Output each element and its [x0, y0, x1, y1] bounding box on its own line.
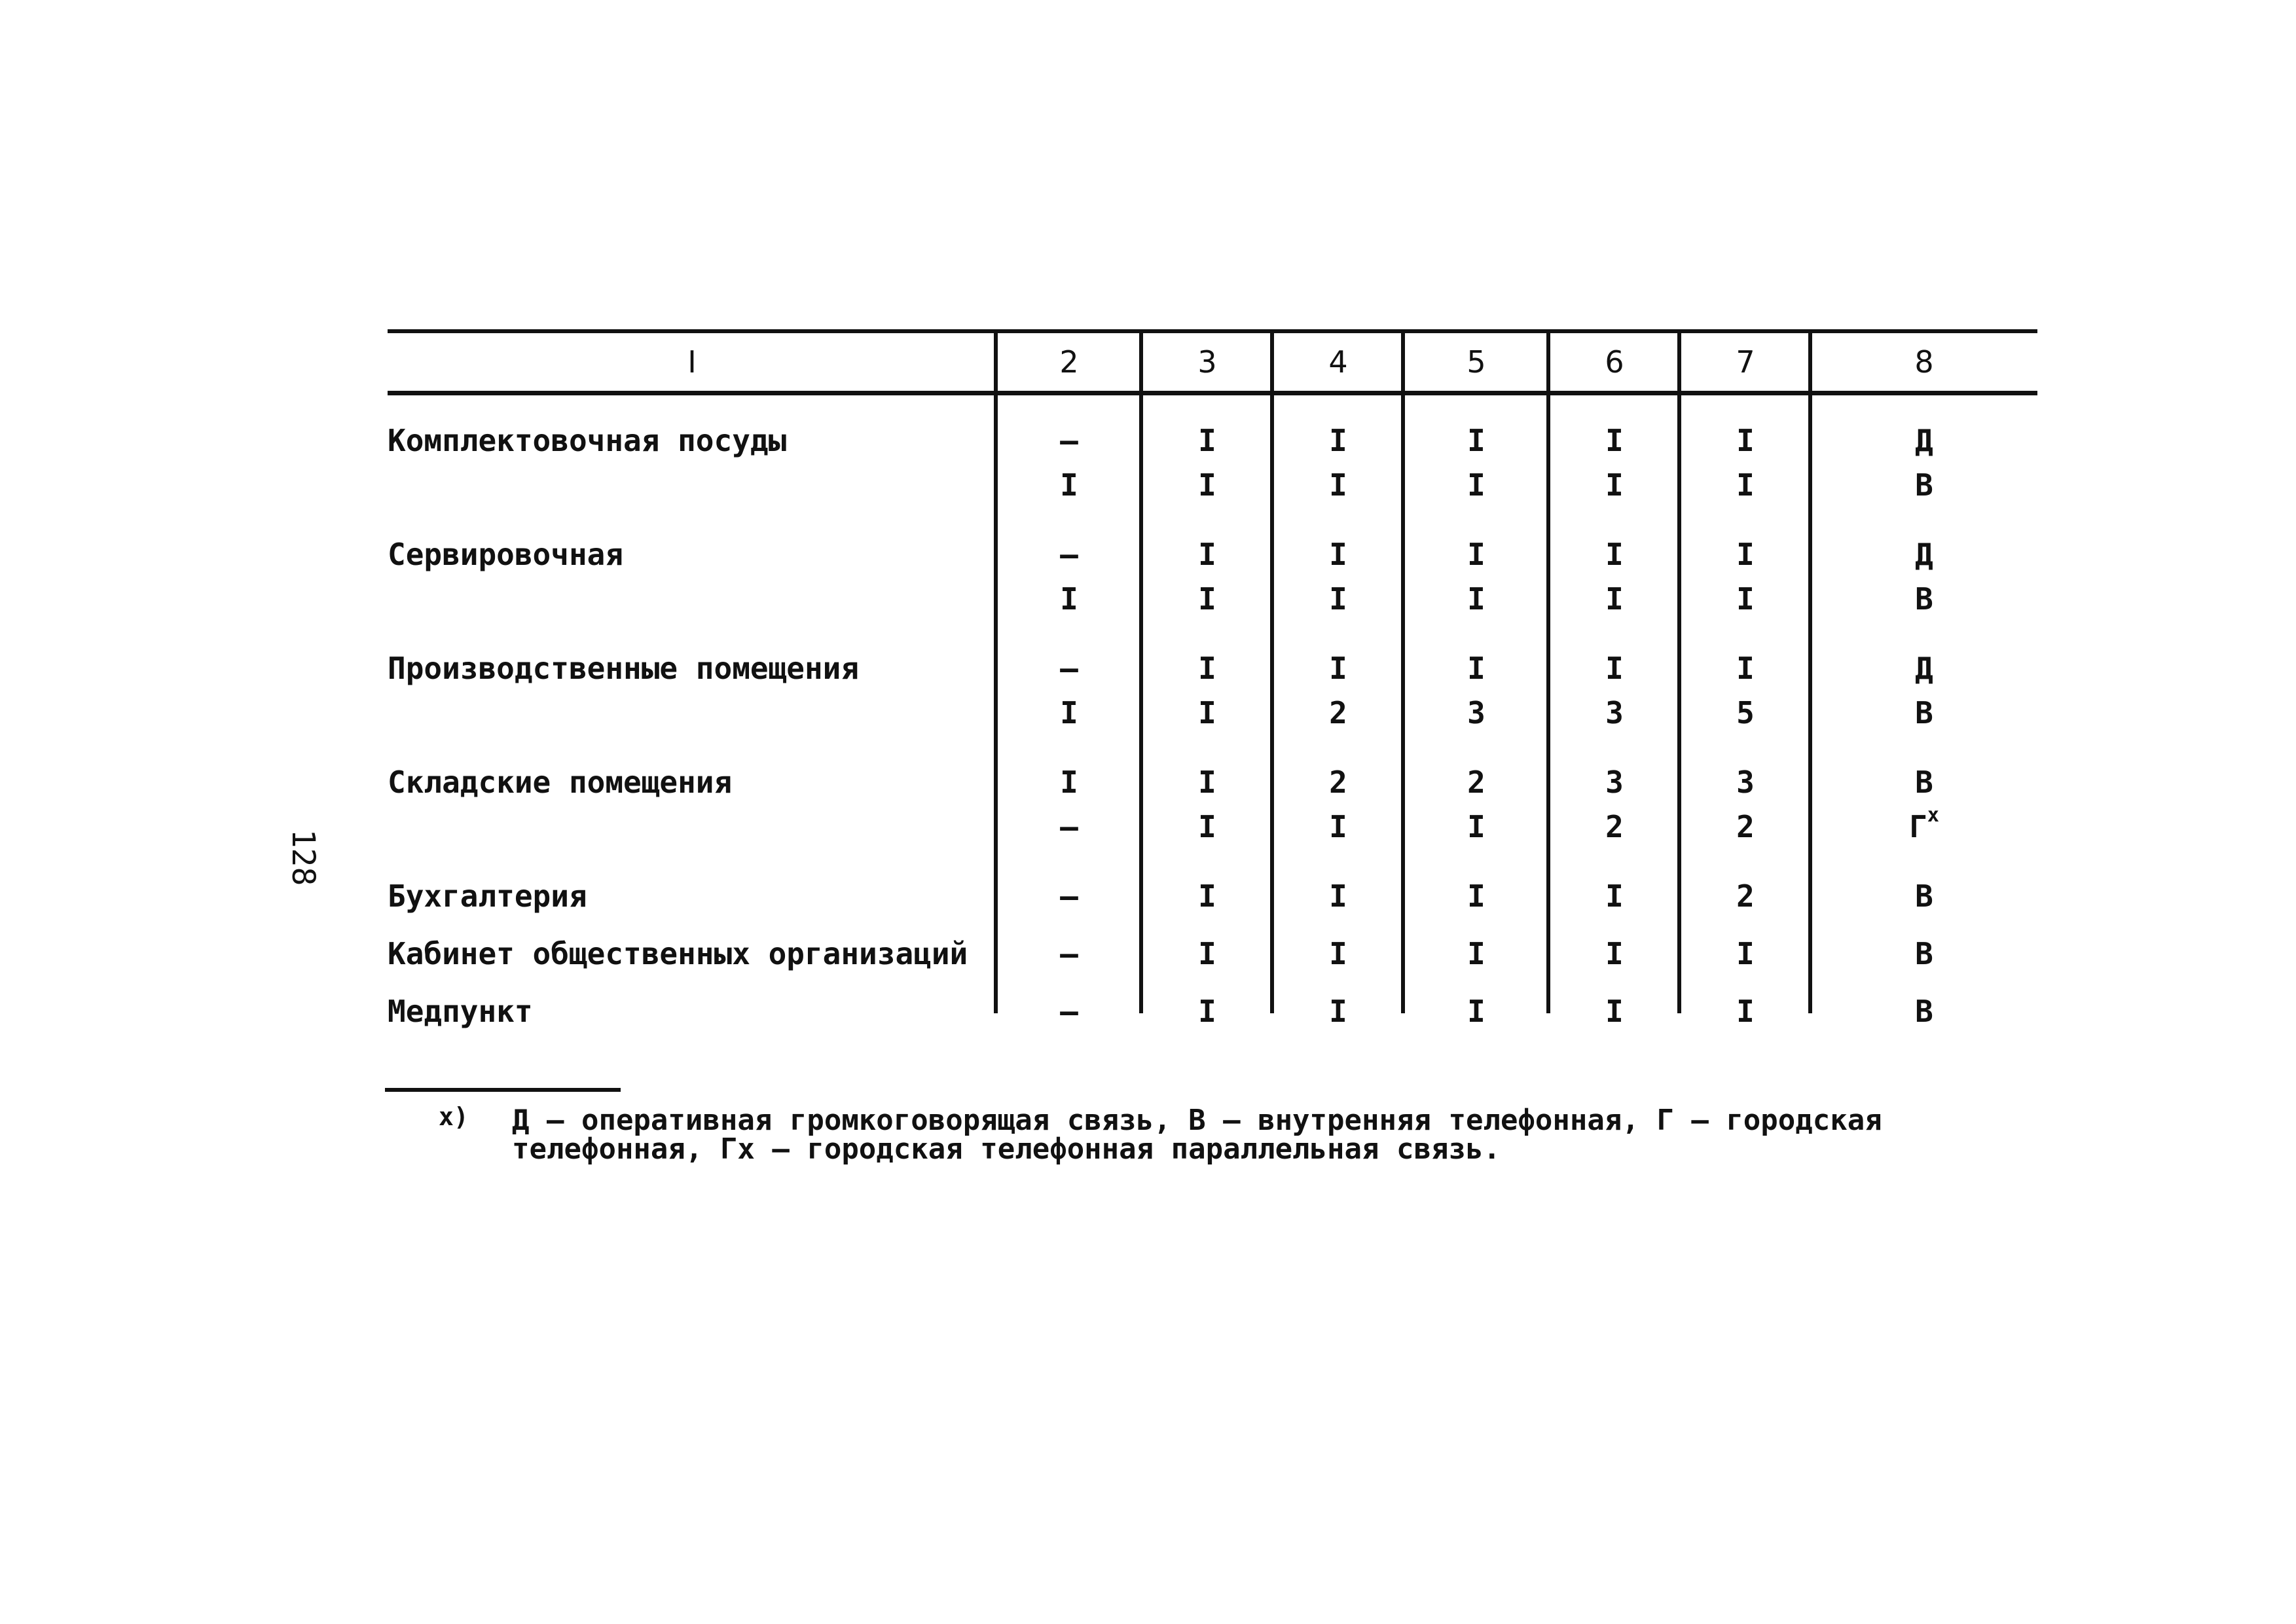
cell-value: I [1605, 994, 1624, 1029]
table-cell [1549, 621, 1680, 691]
table-cell [1404, 804, 1549, 849]
table-cell [1680, 976, 1811, 1034]
room-name: Сервировочная [388, 537, 624, 572]
cell-value: I [1329, 994, 1347, 1029]
cell-value: I [1736, 994, 1755, 1029]
table-cell [1273, 621, 1404, 691]
table-cell [1142, 391, 1273, 463]
cell-value: I [1198, 581, 1216, 617]
cell-value: 5 [1736, 695, 1755, 731]
communications-table [388, 333, 2037, 1034]
table-row [388, 463, 2037, 507]
table-cell [1273, 577, 1404, 621]
table-cell [1680, 849, 1811, 918]
table-cell [1142, 976, 1273, 1034]
table-cell [1273, 918, 1404, 976]
cell-value: I [1467, 878, 1485, 914]
table-cell [1811, 391, 2037, 463]
room-name: Медпункт [388, 994, 533, 1029]
room-name: Производственные помещения [388, 651, 860, 686]
table-cell [1404, 976, 1549, 1034]
table-cell [1549, 849, 1680, 918]
table-row [388, 918, 2037, 976]
table-row [388, 691, 2037, 735]
table-cell [1811, 804, 2037, 849]
cell-value: – [1060, 423, 1078, 458]
cell-value: Д [1915, 537, 1933, 572]
table-cell [1142, 735, 1273, 804]
footnote [439, 1102, 1990, 1166]
table-cell [1549, 918, 1680, 976]
table-cell [1549, 391, 1680, 463]
column-divider [1808, 329, 1812, 1013]
table-row [388, 735, 2037, 804]
cell-value: I [1329, 651, 1347, 686]
table-cell [996, 463, 1142, 507]
table-cell [1142, 577, 1273, 621]
table-cell [1142, 849, 1273, 918]
table-cell [1404, 463, 1549, 507]
table-cell [1549, 463, 1680, 507]
table-cell [996, 691, 1142, 735]
table-cell [1273, 391, 1404, 463]
table-cell [1811, 976, 2037, 1034]
cell-value: I [1736, 651, 1755, 686]
table-row [388, 507, 2037, 577]
room-name: Комплектовочная посуды [388, 423, 787, 458]
cell-value: I [1060, 581, 1078, 617]
table-cell [996, 577, 1142, 621]
cell-value: I [1198, 765, 1216, 800]
cell-value: 3 [1467, 695, 1485, 731]
cell-value: I [1605, 878, 1624, 914]
table-cell [1811, 621, 2037, 691]
table-cell [1273, 976, 1404, 1034]
cell-value: I [1467, 467, 1485, 503]
cell-value: I [1605, 537, 1624, 572]
cell-value: Г [1909, 809, 1927, 844]
room-name-empty [388, 463, 996, 507]
room-name: Бухгалтерия [388, 878, 587, 914]
cell-value: I [1329, 809, 1347, 844]
table-cell [1680, 735, 1811, 804]
cell-value: 2 [1605, 809, 1624, 844]
cell-value: I [1198, 878, 1216, 914]
table-cell [1680, 804, 1811, 849]
table-cell [1811, 691, 2037, 735]
table-cell [1549, 735, 1680, 804]
cell-value: I [1467, 651, 1485, 686]
table-row [388, 804, 2037, 849]
table-cell [996, 849, 1142, 918]
table-cell [1404, 391, 1549, 463]
table-cell [1142, 691, 1273, 735]
cell-value: I [1605, 467, 1624, 503]
cell-value: I [1060, 695, 1078, 731]
column-header: 4 [1328, 344, 1348, 380]
cell-value: I [1198, 936, 1216, 971]
table-cell [1811, 735, 2037, 804]
cell-value: – [1060, 651, 1078, 686]
table-cell [996, 918, 1142, 976]
cell-value: 2 [1329, 765, 1347, 800]
cell-value: В [1915, 765, 1933, 800]
table-cell [1811, 463, 2037, 507]
cell-value: В [1915, 878, 1933, 914]
cell-value: I [1329, 467, 1347, 503]
cell-value: I [1198, 423, 1216, 458]
cell-superscript: х [1927, 804, 1939, 827]
cell-value: I [1467, 423, 1485, 458]
cell-value: I [1467, 994, 1485, 1029]
table-cell [1549, 507, 1680, 577]
table-row [388, 849, 2037, 918]
cell-value: I [1198, 651, 1216, 686]
table-cell [1680, 918, 1811, 976]
cell-value: I [1736, 581, 1755, 617]
table-cell [1680, 577, 1811, 621]
column-header: 6 [1605, 344, 1624, 380]
table-cell [1273, 804, 1404, 849]
table-cell [1404, 577, 1549, 621]
table-cell [996, 804, 1142, 849]
table-cell [1680, 621, 1811, 691]
footnote-line: телефонная, Гх – городская телефонная параллельная связь. [512, 1132, 1501, 1166]
column-header: 5 [1467, 344, 1486, 380]
cell-value: 2 [1467, 765, 1485, 800]
table-cell [1811, 918, 2037, 976]
table-cell [1811, 507, 2037, 577]
cell-value: I [1605, 581, 1624, 617]
cell-value: 2 [1736, 809, 1755, 844]
table-cell [1142, 918, 1273, 976]
table-cell [1273, 849, 1404, 918]
cell-value: I [1329, 537, 1347, 572]
column-divider [1270, 329, 1274, 1013]
cell-value: I [1329, 878, 1347, 914]
cell-value: I [1736, 936, 1755, 971]
cell-value: 2 [1736, 878, 1755, 914]
column-divider [994, 329, 998, 1013]
footnote-rule [385, 1088, 621, 1092]
cell-value: 3 [1605, 695, 1624, 731]
table-row [388, 621, 2037, 691]
cell-value: – [1060, 878, 1078, 914]
column-header: 3 [1197, 344, 1217, 380]
cell-value: I [1329, 423, 1347, 458]
table-cell [1273, 463, 1404, 507]
footnote-line: Д – оперативная громкоговорящая связь, В – внутренняя телефонная, Г – городская [512, 1104, 1882, 1137]
page-number: 128 [285, 829, 321, 886]
cell-value: 2 [1329, 695, 1347, 731]
column-header: 7 [1736, 344, 1755, 380]
table-cell [996, 621, 1142, 691]
footnote-marker: х) [439, 1102, 469, 1131]
cell-value: I [1198, 537, 1216, 572]
table-cell [1680, 463, 1811, 507]
cell-value: В [1915, 936, 1933, 971]
room-name-empty [388, 577, 996, 621]
table-cell [996, 976, 1142, 1034]
cell-value: I [1198, 467, 1216, 503]
cell-value: I [1736, 467, 1755, 503]
table-cell [1404, 735, 1549, 804]
cell-value: I [1198, 994, 1216, 1029]
table-cell [1680, 507, 1811, 577]
cell-value: I [1736, 423, 1755, 458]
table-cell [1549, 577, 1680, 621]
cell-value: В [1915, 467, 1933, 503]
cell-value: I [1198, 809, 1216, 844]
cell-value: I [1467, 537, 1485, 572]
table-cell [996, 507, 1142, 577]
cell-value: В [1915, 994, 1933, 1029]
table-cell [1404, 849, 1549, 918]
table-header-row [388, 333, 2037, 391]
room-name-empty [388, 804, 996, 849]
column-divider [1546, 329, 1550, 1013]
column-divider [1139, 329, 1143, 1013]
table-cell [1811, 577, 2037, 621]
column-header: I [687, 344, 697, 380]
cell-value: – [1060, 537, 1078, 572]
cell-value: I [1198, 695, 1216, 731]
table-cell [1142, 507, 1273, 577]
table-cell [1273, 735, 1404, 804]
table-cell [996, 735, 1142, 804]
column-header: 8 [1914, 344, 1934, 380]
table-row [388, 577, 2037, 621]
table-cell [1811, 849, 2037, 918]
cell-value: Д [1915, 651, 1933, 686]
cell-value: I [1467, 809, 1485, 844]
column-divider [1401, 329, 1405, 1013]
cell-value: I [1605, 936, 1624, 971]
table-cell [1549, 804, 1680, 849]
room-name-empty [388, 691, 996, 735]
table-cell [1273, 691, 1404, 735]
cell-value: I [1736, 537, 1755, 572]
cell-value: 3 [1736, 765, 1755, 800]
table-cell [1549, 691, 1680, 735]
table-cell [1680, 691, 1811, 735]
cell-value: I [1060, 467, 1078, 503]
table-cell [1273, 507, 1404, 577]
cell-value: Д [1915, 423, 1933, 458]
cell-value: В [1915, 695, 1933, 731]
cell-value: В [1915, 581, 1933, 617]
table-cell [1142, 463, 1273, 507]
cell-value: 3 [1605, 765, 1624, 800]
column-header: 2 [1059, 344, 1079, 380]
cell-value: – [1060, 936, 1078, 971]
table-row [388, 976, 2037, 1034]
table-cell [1142, 804, 1273, 849]
cell-value: I [1605, 423, 1624, 458]
table-cell [1404, 621, 1549, 691]
table-cell [1404, 918, 1549, 976]
table-cell [996, 391, 1142, 463]
cell-value: – [1060, 994, 1078, 1029]
cell-value: I [1060, 765, 1078, 800]
table-cell [1404, 507, 1549, 577]
room-name: Кабинет общественных организаций [388, 936, 968, 971]
column-divider [1677, 329, 1681, 1013]
table-row [388, 391, 2037, 463]
cell-value: I [1605, 651, 1624, 686]
room-name: Складские помещения [388, 765, 733, 800]
cell-value: I [1467, 581, 1485, 617]
table-cell [1680, 391, 1811, 463]
table-cell [1549, 976, 1680, 1034]
cell-value: I [1329, 936, 1347, 971]
cell-value: I [1329, 581, 1347, 617]
table-cell [1404, 691, 1549, 735]
cell-value: I [1467, 936, 1485, 971]
cell-value: – [1060, 809, 1078, 844]
table-cell [1142, 621, 1273, 691]
